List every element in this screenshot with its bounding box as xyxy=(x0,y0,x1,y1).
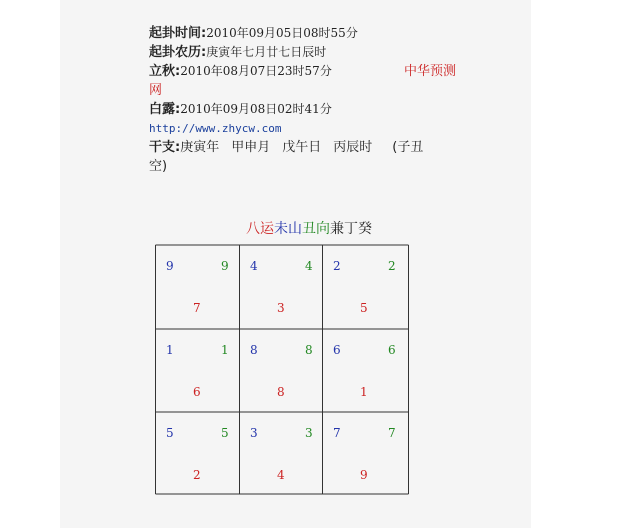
ganzhi-row xyxy=(149,138,479,157)
cell-water-star: 1 xyxy=(221,343,229,357)
ganzhi-year: 庚寅年 xyxy=(180,140,220,155)
info-block xyxy=(149,24,479,176)
qigua-time-label: 起卦时间: xyxy=(149,26,207,41)
cell-water-star: 8 xyxy=(305,343,313,357)
brand-link-part1[interactable]: 中华预测 xyxy=(404,64,457,79)
cell-period-star: 4 xyxy=(277,468,285,482)
qigua-time-row xyxy=(149,24,479,43)
cell-mountain-star: 5 xyxy=(166,426,174,440)
kong-part2: 空) xyxy=(149,159,168,174)
kong-part1: (子丑 xyxy=(392,140,424,155)
liqiu-label: 立秋: xyxy=(149,64,181,79)
ganzhi-label: 干支: xyxy=(149,140,181,155)
cell-period-star: 7 xyxy=(193,301,201,315)
cell-mountain-star: 1 xyxy=(166,343,174,357)
title-xiang: 丑向 xyxy=(302,221,330,237)
ganzhi-day: 戊午日 xyxy=(282,140,322,155)
cell-water-star: 4 xyxy=(305,259,313,273)
cell-period-star: 1 xyxy=(360,385,368,399)
qigua-time-value: 2010年09月05日08时55分 xyxy=(206,26,358,40)
grid-lines xyxy=(154,243,410,497)
brand-link-part2[interactable]: 网 xyxy=(149,83,163,98)
kong-row xyxy=(149,157,479,176)
cell-period-star: 2 xyxy=(193,468,201,482)
qigua-lunar-label: 起卦农历: xyxy=(149,45,207,60)
cell-mountain-star: 9 xyxy=(166,259,174,273)
cell-mountain-star: 3 xyxy=(250,426,258,440)
ganzhi-month: 甲申月 xyxy=(231,140,271,155)
cell-water-star: 3 xyxy=(305,426,313,440)
cell-mountain-star: 7 xyxy=(333,426,341,440)
bailu-value: 2010年09月08日02时41分 xyxy=(180,102,332,116)
url-row xyxy=(149,119,479,138)
cell-water-star: 5 xyxy=(221,426,229,440)
site-url-link[interactable]: http://www.zhycw.com xyxy=(149,122,282,135)
cell-mountain-star: 6 xyxy=(333,343,341,357)
qigua-lunar-row xyxy=(149,43,479,62)
liqiu-row xyxy=(149,62,479,81)
qigua-lunar-value: 庚寅年七月廿七日辰时 xyxy=(206,45,327,59)
cell-mountain-star: 2 xyxy=(333,259,341,273)
ganzhi-hour: 丙辰时 xyxy=(333,140,373,155)
cell-water-star: 6 xyxy=(388,343,396,357)
cell-period-star: 8 xyxy=(277,385,285,399)
title-yun: 八运 xyxy=(246,221,274,237)
liqiu-value: 2010年08月07日23时57分 xyxy=(180,64,332,78)
flying-star-grid xyxy=(154,243,410,497)
title-jian: 兼丁癸 xyxy=(330,221,372,237)
cell-water-star: 2 xyxy=(388,259,396,273)
chart-title xyxy=(246,218,372,238)
cell-period-star: 3 xyxy=(277,301,285,315)
title-shan: 未山 xyxy=(274,221,302,237)
cell-period-star: 9 xyxy=(360,468,368,482)
brand-row xyxy=(149,81,479,100)
cell-period-star: 5 xyxy=(360,301,368,315)
cell-period-star: 6 xyxy=(193,385,201,399)
cell-mountain-star: 8 xyxy=(250,343,258,357)
cell-water-star: 7 xyxy=(388,426,396,440)
cell-mountain-star: 4 xyxy=(250,259,258,273)
bailu-row xyxy=(149,100,479,119)
bailu-label: 白露: xyxy=(149,102,181,117)
cell-water-star: 9 xyxy=(221,259,229,273)
